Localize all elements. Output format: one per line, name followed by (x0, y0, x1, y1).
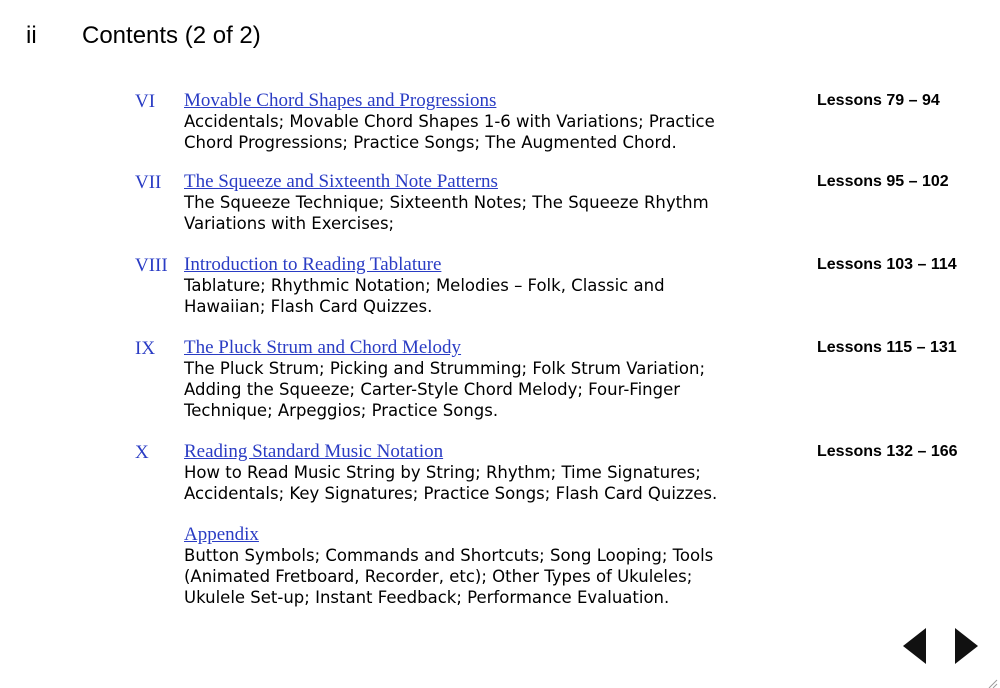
lesson-range: Lessons 115 – 131 (817, 339, 957, 356)
appendix-title-link[interactable]: Appendix (184, 524, 259, 545)
section-body (184, 91, 744, 153)
appendix-description: Button Symbols; Commands and Shortcuts; Song Looping; Tools (Animated Fretboard, Recorder, etc); Other Types of Ukuleles; Ukulele Set-up; Instant Feedback; Performance Evaluation. (184, 546, 714, 607)
page-title: Contents (2 of 2) (82, 22, 261, 49)
section-body (184, 442, 744, 504)
section-title-link[interactable]: Movable Chord Shapes and Progressions (184, 90, 497, 111)
lesson-range: Lessons 132 – 166 (817, 443, 958, 460)
section-title-link[interactable]: Introduction to Reading Tablature (184, 254, 442, 275)
lesson-range: Lessons 103 – 114 (817, 256, 957, 273)
section-numeral: X (135, 442, 149, 463)
page-number: ii (26, 22, 37, 49)
section-description: Accidentals; Movable Chord Shapes 1-6 with Variations; Practice Chord Progressions; Practice Songs; The Augmented Chord. (184, 112, 715, 152)
section-numeral: VII (135, 172, 162, 193)
section-numeral: IX (135, 338, 156, 359)
section-body (184, 338, 744, 421)
lesson-range: Lessons 79 – 94 (817, 92, 940, 109)
section-description: The Squeeze Technique; Sixteenth Notes; The Squeeze Rhythm Variations with Exercises; (184, 193, 709, 233)
section-numeral: VI (135, 91, 156, 112)
section-numeral: VIII (135, 255, 168, 276)
section-body (184, 525, 744, 608)
next-page-button[interactable] (953, 627, 979, 665)
resize-grip-icon[interactable] (988, 676, 998, 686)
resize-grip-lines (988, 679, 998, 688)
previous-page-button[interactable] (902, 627, 928, 665)
triangle-right-icon (953, 627, 979, 665)
triangle-left-icon (902, 627, 928, 665)
section-body (184, 172, 744, 234)
section-title-link[interactable]: The Pluck Strum and Chord Melody (184, 337, 462, 358)
section-body (184, 255, 744, 317)
section-description: How to Read Music String by String; Rhythm; Time Signatures; Accidentals; Key Signatures; Practice Songs; Flash Card Quizzes. (184, 463, 718, 503)
section-title-link[interactable]: The Squeeze and Sixteenth Note Patterns (184, 171, 498, 192)
section-description: The Pluck Strum; Picking and Strumming; Folk Strum Variation; Adding the Squeeze; Carter-Style Chord Melody; Four-Finger Technique; Arpeggios; Practice Songs. (184, 359, 705, 420)
lesson-range: Lessons 95 – 102 (817, 173, 949, 190)
section-description: Tablature; Rhythmic Notation; Melodies – Folk, Classic and Hawaiian; Flash Card Quizzes. (184, 276, 665, 316)
section-title-link[interactable]: Reading Standard Music Notation (184, 441, 444, 462)
